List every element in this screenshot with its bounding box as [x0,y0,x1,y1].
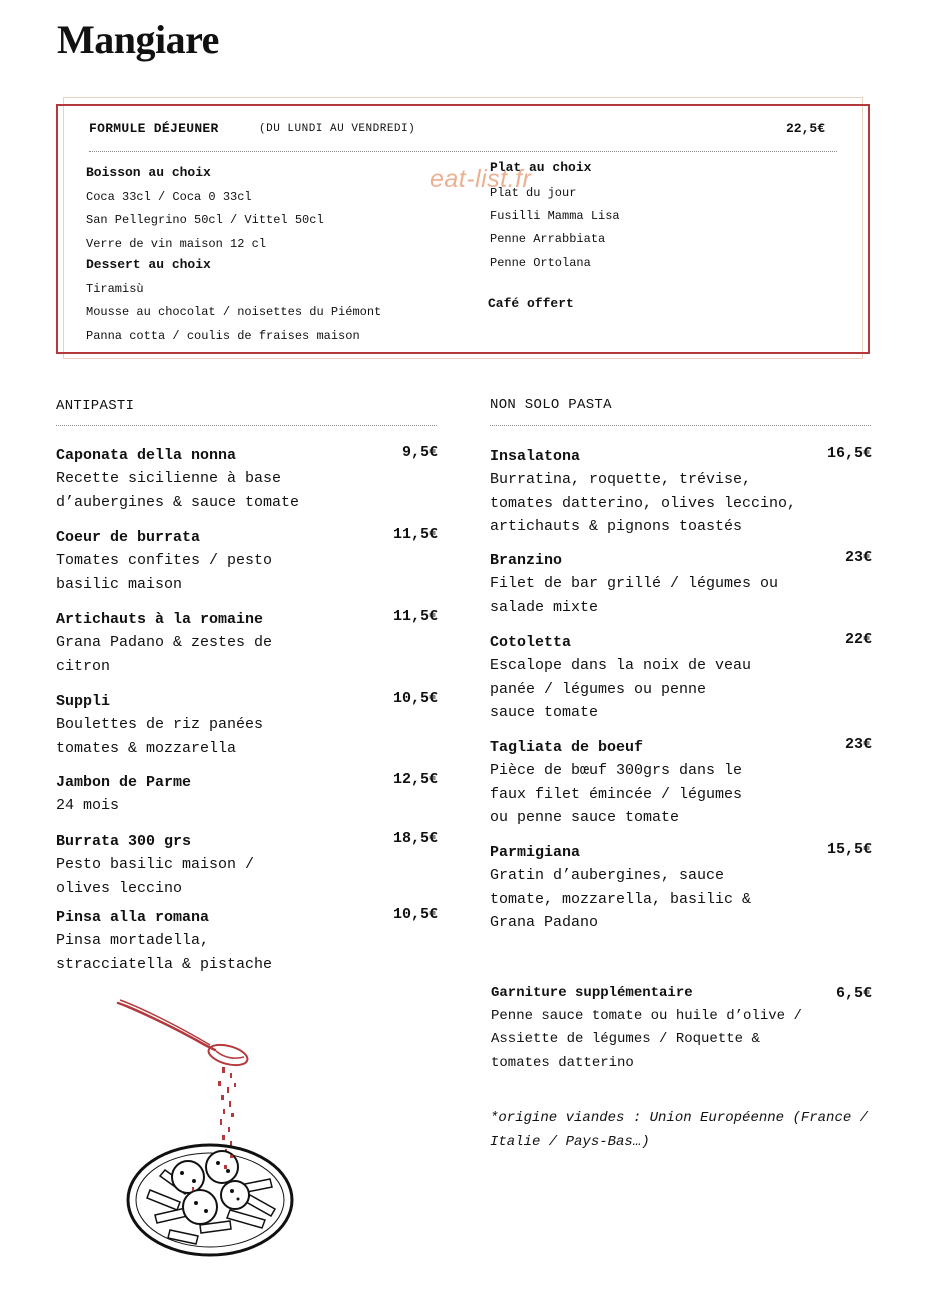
item-name: Cotoletta [490,634,572,651]
plat-item: Fusilli Mamma Lisa [490,209,620,223]
item-name: Caponata della nonna [56,447,237,464]
boisson-title: Boisson au choix [86,165,211,180]
item-desc: Escalope dans la noix de veau [490,657,752,675]
formule-price: 22,5€ [786,121,826,136]
item-desc: Pesto basilic maison / [56,856,255,874]
item-desc: Filet de bar grillé / légumes ou [490,575,779,593]
menu-item [56,608,272,678]
item-price: 10,5€ [392,690,438,707]
item-desc: tomates & mozzarella [56,739,237,757]
item-desc: panée / légumes ou penne [490,680,707,698]
formule-title: FORMULE DÉJEUNER [89,121,219,136]
menu-item [56,906,272,976]
menu-item [56,444,299,514]
item-desc: ou penne sauce tomate [490,808,680,826]
item-name: Tagliata de boeuf [490,739,644,756]
item-price: 22€ [844,631,872,648]
item-desc: Pièce de bœuf 300grs dans le [490,762,743,780]
item-desc: Grana Padano [490,913,599,931]
menu-item [56,830,254,900]
menu-item [490,631,751,724]
menu-item [490,841,751,934]
dessert-item: Panna cotta / coulis de fraises maison [86,329,360,343]
plat-title: Plat au choix [490,160,592,175]
item-desc: basilic maison [56,575,183,593]
item-desc: Grana Padano & zestes de [56,634,273,652]
item-desc: faux filet émincée / légumes [490,785,743,803]
garniture-line: tomates datterino [491,1055,634,1071]
menu-item [56,771,191,818]
item-price: 10,5€ [392,906,438,923]
origin-note: *origine viandes : Union Européenne (France / Italie / Pays-Bas…) [490,1110,869,1150]
watermark: eat-list.fr [430,165,532,193]
item-desc: salade mixte [490,598,599,616]
item-desc: Recette sicilienne à base [56,470,282,488]
item-desc: 24 mois [56,797,120,815]
item-desc: Burratina, roquette, trévise, [490,471,752,489]
section-title-antipasti: ANTIPASTI [56,398,135,414]
boisson-item: San Pellegrino 50cl / Vittel 50cl [86,213,324,227]
item-desc: tomates datterino, olives leccino, [490,494,797,512]
item-price: 11,5€ [392,608,438,625]
pasta-plate-illustration [110,995,310,1260]
section-divider [56,425,437,426]
menu-item [56,526,272,596]
section-title-non-solo-pasta: NON SOLO PASTA [490,397,612,413]
cafe-offert: Café offert [488,296,574,311]
item-name: Artichauts à la romaine [56,611,264,628]
item-desc: citron [56,657,111,675]
item-desc: Tomates confites / pesto [56,552,273,570]
dessert-item: Tiramisù [86,282,144,296]
dessert-title: Dessert au choix [86,257,211,272]
boisson-item: Verre de vin maison 12 cl [86,237,267,251]
item-desc: artichauts & pignons toastés [490,517,743,535]
page-title: Mangiare [57,17,219,62]
plat-item: Penne Arrabbiata [490,232,606,246]
garniture-price: 6,5€ [835,985,872,1002]
item-price: 16,5€ [826,445,872,462]
boisson-item: Coca 33cl / Coca 0 33cl [86,190,252,204]
item-price: 18,5€ [392,830,438,847]
section-divider [490,425,871,426]
menu-item [490,736,742,829]
formule-subtitle: (DU LUNDI AU VENDREDI) [259,123,416,135]
item-name: Parmigiana [490,844,581,861]
item-price: 23€ [844,549,872,566]
item-name: Branzino [490,552,563,569]
garniture-line: Penne sauce tomate ou huile d’olive / [491,1008,802,1024]
item-price: 9,5€ [401,444,438,461]
garniture-title: Garniture supplémentaire [491,985,693,1001]
item-name: Insalatona [490,448,581,465]
item-price: 12,5€ [392,771,438,788]
item-name: Coeur de burrata [56,529,201,546]
menu-item [56,690,263,760]
item-desc: Gratin d’aubergines, sauce [490,867,725,885]
item-desc: stracciatella & pistache [56,955,273,973]
formule-divider [89,151,837,152]
item-price: 15,5€ [826,841,872,858]
item-price: 11,5€ [392,526,438,543]
item-price: 23€ [844,736,872,753]
item-name: Suppli [56,693,111,710]
dessert-item: Mousse au chocolat / noisettes du Piémont [86,305,382,319]
item-desc: Boulettes de riz panées [56,716,264,734]
plat-item: Penne Ortolana [490,256,591,270]
item-name: Burrata 300 grs [56,833,192,850]
item-name: Jambon de Parme [56,774,192,791]
item-desc: olives leccino [56,879,183,897]
menu-item [490,549,778,619]
item-desc: tomate, mozzarella, basilic & [490,890,752,908]
garniture-line: Assiette de légumes / Roquette & [491,1031,760,1047]
item-desc: Pinsa mortadella, [56,932,210,950]
plat-item: Plat du jour [490,186,577,200]
item-desc: sauce tomate [490,703,599,721]
item-name: Pinsa alla romana [56,909,210,926]
menu-item [490,445,796,538]
item-desc: d’aubergines & sauce tomate [56,493,300,511]
